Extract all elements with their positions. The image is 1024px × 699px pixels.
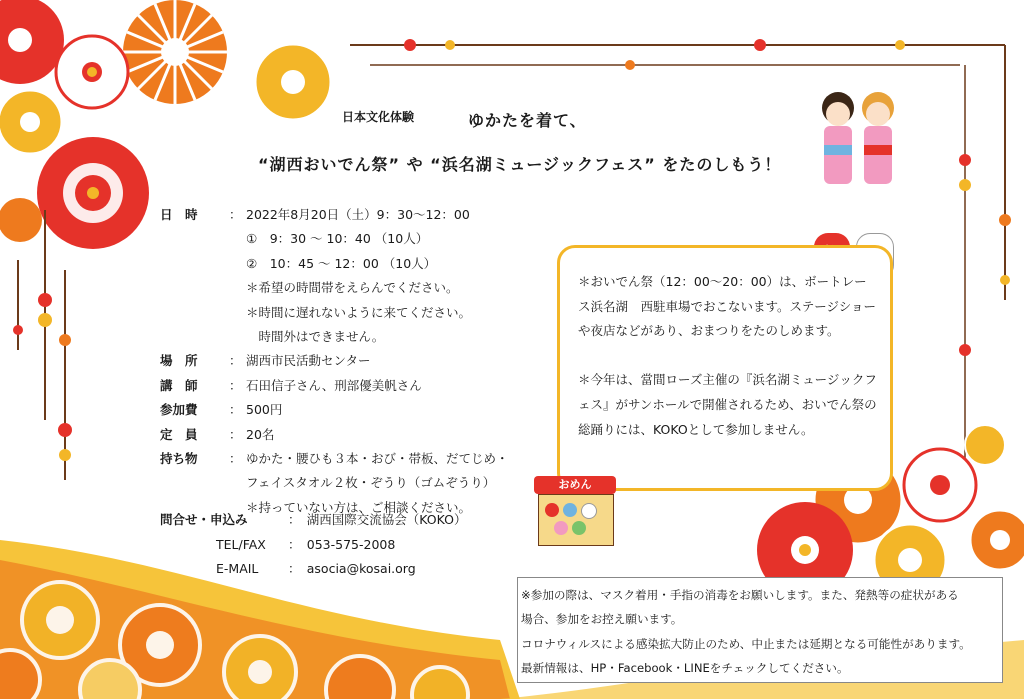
detail-colon: ： [229, 426, 242, 442]
detail-label: 参加費 [160, 402, 198, 418]
detail-colon: ： [229, 353, 242, 369]
detail-colon: ： [229, 207, 242, 222]
detail-value: 時間外はできません。 [246, 328, 385, 344]
notice-box [517, 577, 1003, 683]
detail-label: 持ち物 [160, 450, 198, 466]
notice-line: 最新情報は、HP・Facebook・LINEをチェックしてください。 [521, 660, 849, 675]
detail-colon: ： [229, 377, 242, 393]
contact-label: 問合せ・申込み [160, 512, 248, 527]
tel-value: ： 053-575-2008 [288, 536, 396, 552]
detail-value: 湖西市民活動センター [246, 353, 371, 369]
mask-icon [581, 503, 597, 519]
notice-line: 場合、参加をお控え願います。 [521, 612, 683, 627]
subtitle: 日本文化体験 [342, 110, 415, 124]
festival-info-box [557, 245, 893, 491]
detail-value: ① 9：30 ～ 10：40 （10人） [246, 231, 429, 247]
notice-text [521, 583, 999, 680]
email-value[interactable]: ： asocia@kosai.org [288, 561, 416, 576]
detail-label: 場 所 [160, 353, 198, 369]
mask-stall-illustration [534, 476, 616, 546]
mask-icon [563, 503, 577, 517]
mask-icon [554, 521, 568, 535]
detail-label: 定 員 [160, 426, 198, 442]
detail-value: 石田信子さん、刑部優美帆さん [246, 377, 422, 393]
mask-icon [572, 521, 586, 535]
detail-colon: ： [229, 450, 242, 466]
stall-body [538, 494, 614, 546]
detail-value: 2022年8月20日（土）9：30～12：00 [246, 207, 470, 222]
detail-value: ＊持っていない方は、ご相談ください。 [246, 499, 472, 515]
headline-line2: “湖西おいでん祭” や “浜名湖ミュージックフェス” をたのしもう！ [258, 155, 782, 174]
headline-line1: ゆかたを着て、 [468, 111, 587, 130]
detail-value: 500円 [246, 402, 283, 418]
stall-sign: おめん [558, 478, 592, 491]
info-paragraph-1: ＊おいでん祭（12：00～20：00）は、ボートレース浜名湖 西駐車場でおこないます。ステージショーや夜店などがあり、おまつりをたのしめます。 [578, 274, 876, 339]
mask-icon [545, 503, 559, 517]
notice-line: ※参加の際は、マスク着用・手指の消毒をお願いします。また、発熱等の症状がある [521, 588, 959, 602]
detail-value: ＊時間に遅れないように来てください。 [246, 304, 472, 320]
detail-label: 講 師 [160, 377, 198, 393]
detail-value: ＊希望の時間帯をえらんでください。 [246, 280, 459, 296]
tel-label: TEL/FAX [216, 536, 266, 552]
festival-info-text [578, 270, 878, 467]
notice-line: コロナウィルスによる感染拡大防止のため、中止または延期となる可能性があります。 [521, 636, 971, 651]
detail-value: ② 10：45 ～ 12：00 （10人） [246, 255, 437, 271]
contact-org: ： 湖西国際交流協会（KOKO） [288, 512, 467, 527]
detail-value: フェイスタオル２枚・ぞうり（ゴムぞうり） [246, 475, 496, 491]
detail-colon: ： [229, 402, 242, 418]
detail-label: 日 時 [160, 207, 198, 222]
email-label: E-MAIL [216, 561, 259, 576]
info-paragraph-2: ＊今年は、當間ローズ主催の『浜名湖ミュージックフェス』がサンホールで開催されるため、おいでん祭の総踊りには、KOKOとして参加しません。 [578, 372, 877, 437]
detail-value: 20名 [246, 426, 275, 442]
detail-value: ゆかた・腰ひも３本・おび・帯板、だてじめ・ [246, 450, 509, 466]
